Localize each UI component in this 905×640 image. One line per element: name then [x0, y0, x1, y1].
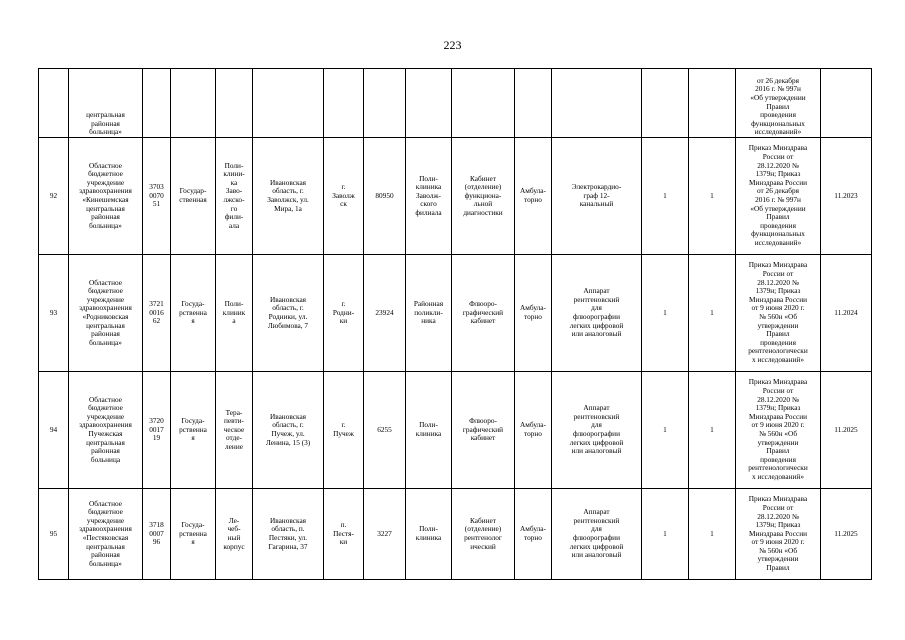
ownership-text: Госуда- рственна я	[179, 520, 207, 547]
population-text: 6255	[377, 424, 392, 434]
unit-text: Поли- клини- ка Заво- лжско- го фили- ала	[223, 160, 245, 230]
equipment-cell	[552, 69, 642, 138]
equipment-cell	[552, 489, 642, 580]
ownership-text: Госуда- рственна я	[179, 416, 207, 443]
quantity-text: 1	[663, 528, 667, 538]
organization-cell	[69, 372, 143, 489]
quantity-cell	[689, 489, 736, 580]
population-cell	[364, 489, 406, 580]
row-number-cell	[39, 69, 69, 138]
population-cell	[364, 138, 406, 255]
ownership-cell	[171, 138, 216, 255]
quantity-cell	[642, 372, 689, 489]
table-row	[39, 255, 872, 372]
population-cell	[364, 69, 406, 138]
code-text: 3720 0017 19	[149, 416, 164, 443]
equipment-table	[38, 68, 872, 580]
address-cell	[253, 372, 324, 489]
care-form-cell	[515, 372, 552, 489]
quantity-cell	[689, 69, 736, 138]
population-text: 23924	[375, 307, 394, 317]
order-reference-cell	[736, 489, 821, 580]
ownership-text: Госуда- рственна я	[179, 299, 207, 326]
quantity-cell	[689, 138, 736, 255]
row-number-text: 93	[49, 307, 58, 317]
cabinet-cell	[452, 255, 515, 372]
care-form-cell	[515, 138, 552, 255]
date-cell	[821, 69, 872, 138]
code-text: 3703 0070 51	[149, 182, 164, 209]
ownership-cell	[171, 255, 216, 372]
date-text: 11.2023	[834, 190, 858, 200]
row-number-text: 95	[49, 528, 58, 538]
locality-cell	[324, 489, 364, 580]
cabinet-cell	[452, 372, 515, 489]
organization-text: Областное бюджетное учреждение здравоохранения «Кинешемская центральная районная больница»	[79, 160, 132, 230]
row-number-text: 94	[49, 424, 58, 434]
page-number: 223	[443, 38, 462, 52]
subdivision-cell	[406, 489, 452, 580]
order-reference-cell	[736, 138, 821, 255]
date-cell	[821, 255, 872, 372]
date-text: 11.2025	[834, 528, 858, 538]
cabinet-text: Флюоро- графический кабинет	[462, 416, 504, 443]
equipment-text: Аппарат рентгеновский для флюорографии легких цифровой или аналоговый	[569, 286, 624, 339]
order-reference-text: от 26 декабря 2016 г. № 997н «Об утверждении Правил проведения функциональных исследований»	[750, 75, 806, 137]
care-form-text: Амбула- торно	[520, 186, 546, 204]
subdivision-text: Поли- клиника	[415, 524, 442, 542]
unit-text: Поли- клиник а	[222, 299, 246, 326]
address-text: Ивановская область, г. Пучеж, ул. Ленина, 15 (3)	[265, 411, 311, 447]
locality-cell	[324, 255, 364, 372]
cabinet-text: Кабинет (отделение) функциона- льной диагностики	[463, 173, 503, 217]
cabinet-text: Кабинет (отделение) рентгенолог ический	[464, 515, 502, 551]
subdivision-cell	[406, 69, 452, 138]
table-row	[39, 489, 872, 580]
code-cell	[143, 489, 171, 580]
cabinet-cell	[452, 489, 515, 580]
equipment-text: Электрокардио- граф 12- канальный	[571, 182, 622, 209]
equipment-cell	[552, 255, 642, 372]
order-reference-cell	[736, 372, 821, 489]
locality-text: п. Пестя- ки	[333, 520, 354, 547]
population-cell	[364, 255, 406, 372]
locality-text: г. Родни- ки	[332, 299, 355, 326]
organization-text: Областное бюджетное учреждение здравоохранения «Родниковская центральная районная больница»	[79, 277, 132, 347]
address-text: Ивановская область, г. Родники, ул. Любимова, 7	[267, 294, 309, 330]
care-form-cell	[515, 489, 552, 580]
locality-cell	[324, 138, 364, 255]
quantity-cell	[689, 372, 736, 489]
date-cell	[821, 138, 872, 255]
locality-text: г. Пучеж	[333, 420, 354, 438]
row-number-cell	[39, 489, 69, 580]
code-cell	[143, 138, 171, 255]
address-cell	[253, 138, 324, 255]
organization-text: Областное бюджетное учреждение здравоохранения «Пестяковская центральная районная больница»	[79, 498, 132, 568]
table-row	[39, 138, 872, 255]
address-cell	[253, 69, 324, 138]
quantity-cell	[642, 138, 689, 255]
date-text: 11.2025	[834, 424, 858, 434]
ownership-cell	[171, 69, 216, 138]
address-cell	[253, 489, 324, 580]
row-number-cell	[39, 255, 69, 372]
unit-cell	[216, 255, 253, 372]
order-reference-text: Приказ Минздрава России от 28.12.2020 № 1379н; Приказ Минздрава России от 9 июня 2020 г. № 560н «Об утверждении Правил проведения рентгенологически х исследований»	[748, 377, 808, 481]
unit-cell	[216, 69, 253, 138]
order-reference-text: Приказ Минздрава России от 28.12.2020 № 1379н; Приказ Минздрава России от 9 июня 2020 г. № 560н «Об утверждении Правил	[748, 494, 808, 573]
date-cell	[821, 489, 872, 580]
ownership-cell	[171, 489, 216, 580]
care-form-text: Амбула- торно	[520, 420, 546, 438]
quantity-text: 1	[710, 424, 714, 434]
address-text: Ивановская область, г. Заволжск, ул. Мира, 1а	[267, 177, 309, 213]
subdivision-cell	[406, 372, 452, 489]
address-cell	[253, 255, 324, 372]
population-text: 3227	[377, 528, 392, 538]
quantity-cell	[642, 489, 689, 580]
unit-cell	[216, 489, 253, 580]
date-text: 11.2024	[834, 307, 858, 317]
code-cell	[143, 372, 171, 489]
code-cell	[143, 255, 171, 372]
organization-cell	[69, 138, 143, 255]
table-row	[39, 372, 872, 489]
care-form-cell	[515, 255, 552, 372]
order-reference-cell	[736, 69, 821, 138]
subdivision-cell	[406, 255, 452, 372]
equipment-text: Аппарат рентгеновский для флюорографии легких цифровой или аналоговый	[569, 507, 624, 560]
unit-text: Тера- певти- ческое отде- ление	[223, 407, 245, 451]
ownership-cell	[171, 372, 216, 489]
quantity-text: 1	[710, 190, 714, 200]
order-reference-text: Приказ Минздрава России от 28.12.2020 № 1379н; Приказ Минздрава России от 9 июня 2020 г. № 560н «Об утверждении Правил проведения рентгенологически х исследований»	[748, 260, 808, 364]
organization-cell	[69, 69, 143, 138]
date-cell	[821, 372, 872, 489]
unit-cell	[216, 138, 253, 255]
address-text: Ивановская область, п. Пестяки, ул. Гагарина, 37	[268, 515, 308, 551]
order-reference-cell	[736, 255, 821, 372]
organization-cell	[69, 489, 143, 580]
subdivision-text: Поли- клиника	[415, 420, 442, 438]
unit-cell	[216, 372, 253, 489]
quantity-text: 1	[710, 307, 714, 317]
equipment-text: Аппарат рентгеновский для флюорографии легких цифровой или аналоговый	[569, 403, 624, 456]
cabinet-text: Флюоро- графический кабинет	[462, 299, 504, 326]
quantity-text: 1	[663, 307, 667, 317]
locality-cell	[324, 372, 364, 489]
locality-text: г. Заволж ск	[332, 182, 355, 209]
row-number-cell	[39, 138, 69, 255]
organization-text: Областное бюджетное учреждение здравоохранения Пучежская центральная районная больница	[79, 394, 132, 464]
population-cell	[364, 372, 406, 489]
row-number-text: 92	[49, 190, 58, 200]
subdivision-text: Районная поликли- ника	[413, 299, 444, 326]
cabinet-cell	[452, 69, 515, 138]
quantity-cell	[689, 255, 736, 372]
care-form-cell	[515, 69, 552, 138]
code-text: 3721 0016 62	[149, 299, 164, 326]
quantity-text: 1	[710, 528, 714, 538]
subdivision-cell	[406, 138, 452, 255]
equipment-cell	[552, 372, 642, 489]
organization-text: центральная районная больница»	[86, 110, 125, 137]
population-text: 80950	[375, 190, 394, 200]
quantity-text: 1	[663, 424, 667, 434]
code-cell	[143, 69, 171, 138]
organization-cell	[69, 255, 143, 372]
row-number-cell	[39, 372, 69, 489]
quantity-cell	[642, 69, 689, 138]
subdivision-text: Поли- клиника Заволж- ского филиала	[415, 173, 442, 217]
care-form-text: Амбула- торно	[520, 524, 546, 542]
ownership-text: Государ- ственная	[179, 186, 207, 204]
code-text: 3718 0007 96	[149, 520, 164, 547]
unit-text: Ле- чеб- ный корпус	[223, 515, 245, 551]
cabinet-cell	[452, 138, 515, 255]
quantity-cell	[642, 255, 689, 372]
locality-cell	[324, 69, 364, 138]
order-reference-text: Приказ Минздрава России от 28.12.2020 № 1379н; Приказ Минздрава России от 26 декабря 2016 г. № 997н «Об утверждении Правил проведения функциональных исследований»	[748, 143, 808, 247]
care-form-text: Амбула- торно	[520, 303, 546, 321]
quantity-text: 1	[663, 190, 667, 200]
equipment-cell	[552, 138, 642, 255]
table-row	[39, 69, 872, 138]
